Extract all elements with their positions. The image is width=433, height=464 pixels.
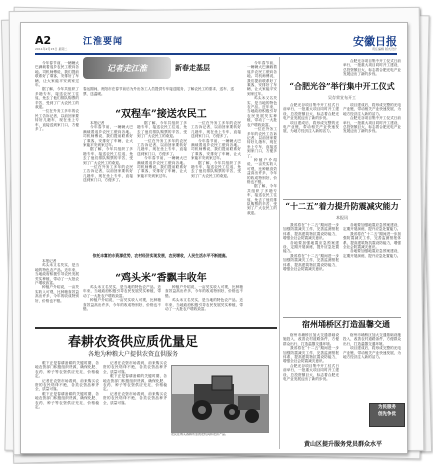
- headline-hefei-optics-valley: “合肥光谷”举行集中开工仪式: [289, 81, 395, 91]
- paragraph: 一位在外务工多年的农民工告诉记者，以前回家要转好几趟车，现在坐上专车，直接送到家门口，方便多了。: [35, 109, 79, 132]
- paragraph: 据了解，今年共组织了多趟专车，接送农民工往返，免去了他们排队购票的辛苦，受到了广大农民工的欢迎。: [191, 160, 241, 178]
- paragraph: 我省将在“十二五”期间进一步加强防震减灾工作，完善监测预报体系，提高建筑物抗震设防能力，增强全社会防震减灾意识。: [343, 231, 401, 250]
- paper-name: 安徽日报: [353, 35, 397, 48]
- story-column: [283, 103, 339, 197]
- service-box-line: 为民服务: [378, 405, 396, 410]
- story-column: [283, 333, 339, 435]
- paragraph: 鸡头米又名芡实，是当地的特色农产品。近年来，当地政府积极引导农民发展芡实种植，带动了一大批农户增收致富。: [247, 96, 277, 127]
- paragraph: 鸡头米又名芡实，是当地的特色农产品。近年来，当地政府积极引导农民发展芡实种植，带动了一大批农户增收致富。: [35, 263, 79, 286]
- masthead: [35, 27, 397, 55]
- story-column: [343, 223, 401, 315]
- story-column: [35, 361, 99, 447]
- paragraph: 今年春节前，一辆辆大巴满载着返乡农民工驶向各地。司机师傅说，我们提前联系好了乘客，安排好了车辆，让大家能平安到家过年。: [247, 61, 277, 96]
- paragraph: 据了解，今年共组织了多趟专车，接送农民工往返，免去了他们排队购票的辛苦，受到了广大农民工的欢迎。: [83, 147, 133, 165]
- paragraph: 各地要加强地震应急预案建设，定期开展演练，提升应急处置能力。: [343, 223, 401, 232]
- headline-jitoumi: “鸡头米”香飘丰收年: [115, 273, 207, 284]
- headline-shuangcheng: “双程车”接送农民工: [115, 109, 207, 120]
- date-line: 2011年2月15日 星期二: [35, 47, 68, 51]
- paragraph: 今年春节前，一辆辆大巴满载着返乡农民工驶向各地。司机师傅说，我们提前联系好了乘客，安排好了车辆，让大家能平安到家过年。: [137, 156, 187, 178]
- paragraph: 我省将在“十二五”期间进一步加强防震减灾工作，完善监测预报体系，提高建筑物抗震设防能力，增强全社会防震减灾意识。: [283, 253, 339, 272]
- paragraph: 眼下正是春耕备耕的关键时期，各地农资部门积极组织货源，确保化肥、农药、种子等农资供应充足，价格稳定。: [35, 391, 99, 410]
- paragraph: 种植户介绍说，一亩芡实收入可观，比种粮食效益高出许多，今年的收成特别好，价格也不错。: [35, 285, 79, 303]
- source-earthquake: 本报讯: [336, 215, 348, 220]
- paragraph: 种植户介绍说，一亩芡实收入可观，比种粮食效益高出许多，今年的收成特别好，价格也不错。: [83, 298, 161, 312]
- column-divider: [279, 57, 280, 449]
- paragraph: 种植户介绍说，一亩芡实收入可观，比种粮食效益高出许多，今年的收成特别好，价格也不错。: [165, 285, 243, 298]
- paragraph: 各地要加强地震应急预案建设，定期开展演练，提升应急处置能力。: [343, 249, 401, 258]
- story-column: [165, 285, 243, 323]
- story-column: [343, 333, 401, 401]
- paragraph: 一位在外务工多年的农民工告诉记者，以前回家要转好几趟车，现在坐上专车，直接送到家门口，方便多了。: [247, 127, 277, 158]
- headline-suzhou-traffic: 宿州埇桥区打造温馨交通: [302, 319, 390, 329]
- story-column: [343, 59, 401, 79]
- paragraph: 我省将在“十二五”期间进一步加强防震减灾工作，完善监测预报体系，提高建筑物抗震设防能力，增强全社会防震减灾意识。: [283, 223, 339, 241]
- story-column: [247, 61, 277, 321]
- story-column: [35, 61, 79, 251]
- paragraph: 鸡头米又名芡实，是当地的特色农产品。近年来，当地政府积极引导农民发展芡实种植，带动了一大批农户增收致富。: [83, 285, 161, 298]
- tractor-illustration: [172, 366, 268, 432]
- banner-logo: 记者走江淮: [83, 57, 171, 79]
- story-deck: 依托丰富的水资源优势，农村经济实现发展，农民增收，人民生活水平不断提高。: [92, 253, 230, 258]
- paragraph: 今年春节前，一辆辆大巴满载着返乡农民工驶向各地。司机师傅说，我们提前联系好了乘客，安排好了车辆，让大家能平安到家过年。: [83, 125, 133, 148]
- tractor-photo: [171, 365, 269, 433]
- paragraph: 种植户介绍说，一亩芡实收入可观，比种粮食效益高出许多，今年的收成特别好，价格也不错。: [247, 157, 277, 184]
- headline-chungeng: 春耕农资供应质优量足: [67, 335, 198, 350]
- story-column: [343, 103, 401, 197]
- story-column: [35, 259, 79, 323]
- photo-caption: 农民在购买春耕所需的农机具和农资产品。: [171, 433, 229, 436]
- story-column: [137, 121, 187, 249]
- paragraph: 合肥光谷项目集中开工仪式日前举行，一批重大项目同时开工建设，总投资额巨大，标志着合肥光电产业发展迈出了新的步伐。: [283, 363, 339, 382]
- paragraph: 一位在外务工多年的农民工告诉记者，以前回家要转好几趟车，现在坐上专车，直接送到家门口，方便多了。: [137, 138, 187, 156]
- byline: 本报记者: [90, 121, 105, 125]
- paragraph: 合肥光谷项目集中开工仪式日前举行，一批重大项目同时开工建设，总投资额巨大，标志着合肥光电产业发展迈出了新的步伐。: [283, 103, 339, 121]
- paragraph: 今年春节前，一辆辆大巴满载着返乡农民工驶向各地。司机师傅说，我们提前联系好了乘客，安排好了车辆，让大家能平安到家过年。: [35, 61, 79, 88]
- byline: 本报记者: [42, 259, 57, 263]
- section-title: 江淮要闻: [83, 37, 124, 47]
- story-column: [191, 121, 241, 249]
- paragraph: 记者在农资市场看到，前来购买农资的农民络绎不绝，各类农资品种齐全，质量可靠。: [35, 378, 99, 392]
- paragraph: 眼下正是春耕备耕的关键时期，各地农资部门积极组织货源，确保化肥、农药、种子等农资供应充足，价格稳定。: [103, 374, 167, 392]
- paragraph: 一位在外务工多年的农民工告诉记者，以前回家要转好几趟车，现在坐上专车，直接送到家门口，方便多了。: [83, 165, 133, 183]
- paragraph: 据了解，今年共组织了多趟专车，接送农民工往返，免去了他们排队购票的辛苦，受到了广大农民工的欢迎。: [35, 87, 79, 110]
- paragraph: 记者在农资市场看到，前来购买农资的农民络绎不绝，各类农资品种齐全，质量可靠。: [103, 361, 167, 374]
- story-column: [103, 361, 167, 447]
- banner-subtitle: 新春走基层: [175, 64, 210, 72]
- page-number: A2: [35, 34, 52, 47]
- paragraph: 鸡头米又名芡实，是当地的特色农产品。近年来，当地政府积极引导农民发展芡实种植，带动了一大批农户增收致富。: [165, 298, 243, 312]
- paragraph: 今年春节前，一辆辆大巴满载着返乡农民工驶向各地。司机师傅说，我们提前联系好了乘客，安排好了车辆，让大家能平安到家过年。: [191, 138, 241, 161]
- paragraph: 项目建成后，将形成完整的光电产业链，带动相关产业快速发展，为地方经济注入新的活力。: [343, 103, 401, 116]
- service-logo-box: [369, 403, 405, 427]
- service-box-line: 创先争优: [378, 412, 396, 417]
- paragraph: 合肥光谷项目集中开工仪式日前举行，一批重大项目同时开工建设，总投资额巨大，标志着合肥光电产业发展迈出了新的步伐。: [343, 116, 401, 134]
- paragraph: 眼下正是春耕备耕的关键时期，各地农资部门积极组织货源，确保化肥、农药、种子等农资供应充足，价格稳定。: [35, 361, 99, 379]
- story-intro: 春运期间，贵阳市在春节前后为外出务工人员提供专车接送服务，了解农民工的需求，送车、送票、送温暖。: [83, 87, 234, 96]
- subhead-hefei: 吴存荣宣布开工: [328, 95, 356, 100]
- story-column: [283, 223, 339, 315]
- paragraph: 项目建成后，将形成完整的光电产业链，带动相关产业快速发展，为地方经济注入新的活力。: [343, 346, 401, 360]
- paragraph: 记者在农资市场看到，前来购买农资的农民络绎不绝，各类农资品种齐全，质量可靠。: [103, 391, 167, 405]
- newspaper-page: [20, 22, 408, 454]
- story-column: [83, 121, 133, 249]
- paragraph: 据了解，今年共组织了多趟专车，接送农民工往返，免去了他们排队购票的辛苦，受到了广大农民工的欢迎。: [137, 121, 187, 139]
- paragraph: 合肥光谷项目集中开工仪式日前举行，一批重大项目同时开工建设，总投资额巨大，标志着合肥光电产业发展迈出了新的步伐。: [343, 59, 401, 77]
- headline-huangshan: 黄山区提升服务党员群众水平: [303, 441, 382, 448]
- series-banner: [83, 57, 243, 79]
- paragraph: 各地要加强地震应急预案建设，定期开展演练，提升应急处置能力。: [283, 240, 339, 254]
- paragraph: 宿州市埇桥区加大交通基础设施投入，改善农村道路条件，方便群众出行，打造温馨交通环境。: [283, 333, 339, 346]
- section-divider: [283, 317, 401, 318]
- editor-line: 责任编辑 版式设计: [372, 47, 397, 51]
- paragraph: 据了解，今年共组织了多趟专车，接送农民工往返，免去了他们排队购票的辛苦，受到了广大农民工的欢迎。: [247, 184, 277, 215]
- story-column: [83, 285, 161, 323]
- paragraph: 我省将在“十二五”期间进一步加强防震减灾工作，完善监测预报体系，提高建筑物抗震设防能力，增强全社会防震减灾意识。: [283, 346, 339, 364]
- section-divider: [283, 199, 401, 200]
- headline-earthquake: “十二五”着力提升防震减灾能力: [285, 201, 399, 211]
- section-divider: [35, 327, 277, 329]
- subhead-chungeng: 各地为种粮大户提供农资直供服务: [87, 351, 178, 358]
- paragraph: 项目建成后，将形成完整的光电产业链，带动相关产业快速发展，为地方经济注入新的活力。: [283, 120, 339, 134]
- paragraph: 宿州市埇桥区加大交通基础设施投入，改善农村道路条件，方便群众出行，打造温馨交通环境。: [343, 333, 401, 346]
- paragraph: 一位在外务工多年的农民工告诉记者，以前回家要转好几趟车，现在坐上专车，直接送到家门口，方便多了。: [191, 121, 241, 139]
